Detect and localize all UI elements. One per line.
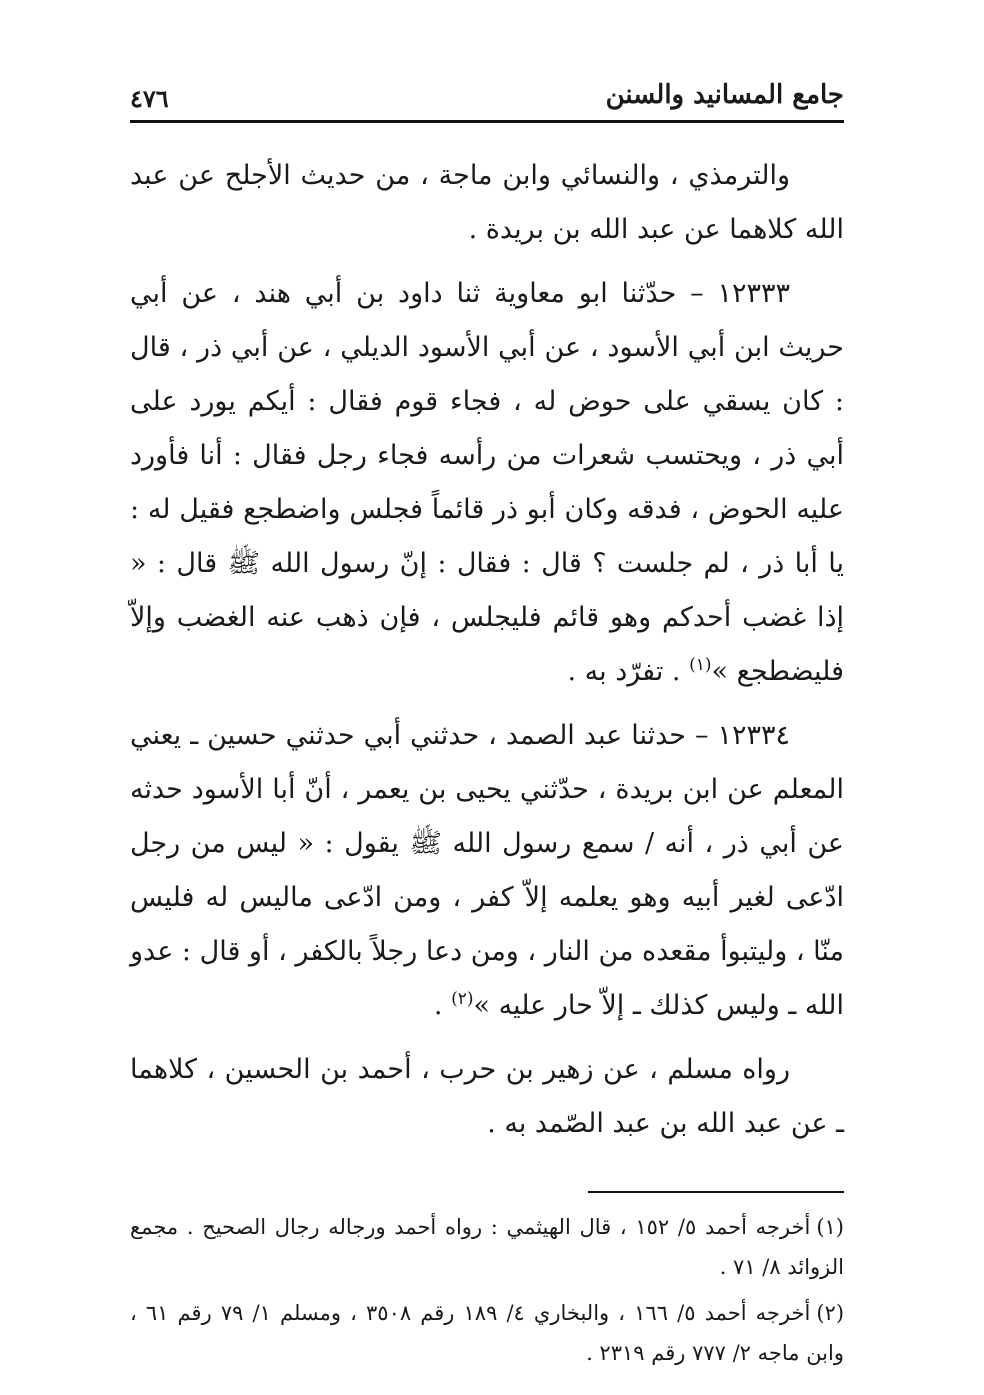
footnote-2-text: أخرجه أحمد ٥/ ١٦٦ ، والبخاري ٤/ ١٨٩ رقم ٣٥٠٨ ، ومسلم ١/ ٧٩ رقم ٦١ ، وابن ماجه ٢/ ٧٧٧ رقم ٢٣١٩ . <box>130 1301 844 1365</box>
hadith-12333-text: ١٢٣٣٣ – حدّثنا ابو معاوية ثنا داود بن أبي هند ، عن أبي حريث ابن أبي الأسود ، عن أبي الأسود الديلي ، عن أبي ذر ، قال : كان يسقي على حوض له ، فجاء قوم فقال : أيكم يورد على أبي ذر ، ويحتسب شعرات من رأسه فجاء رجل فقال : أنا فأورد عليه الحوض ، فدقه وكان أبو ذر قائماً فجلس واضطجع فقيل له : يا أبا ذر ، لم جلست ؟ قال : فقال : إنّ رسول الله ﷺ قال : « إذا غضب أحدكم وهو قائم فليجلس ، فإن ذهب عنه الغضب وإلاّ فليضطجع » <box>130 278 844 687</box>
footnote-ref-1[interactable]: (١) <box>689 655 712 675</box>
hadith-12333-tail: . تفرّد به . <box>567 656 690 687</box>
hadith-12334-tail: . <box>433 990 452 1021</box>
body-text <box>130 149 844 1151</box>
page-header <box>130 60 844 123</box>
hadith-12334 <box>130 709 844 1033</box>
footnotes <box>130 1207 844 1373</box>
footnote-1-label: (١) <box>816 1215 844 1239</box>
footnote-1-text: أخرجه أحمد ٥/ ١٥٢ ، قال الهيثمي : رواه أحمد ورجاله رجال الصحيح . مجمع الزوائد ٨/ ٧١ . <box>130 1215 844 1279</box>
paragraph-1 <box>130 149 844 257</box>
paragraph-4 <box>130 1043 844 1151</box>
footnote-1 <box>130 1207 844 1287</box>
hadith-12333 <box>130 267 844 699</box>
hadith-12334-text: ١٢٣٣٤ – حدثنا عبد الصمد ، حدثني أبي حدثني حسين ـ يعني المعلم عن ابن بريدة ، حدّثني يحيى بن يعمر ، أنّ أبا الأسود حدثه عن أبي ذر ، أنه / سمع رسول الله ﷺ يقول : « ليس من رجل ادّعى لغير أبيه وهو يعلمه إلاّ كفر ، ومن ادّعى ماليس له فليس منّا ، وليتبوأ مقعده من النار ، ومن دعا رجلاً بالكفر ، أو قال : عدو الله ـ وليس كذلك ـ إلاّ حار عليه » <box>130 720 844 1021</box>
book-page <box>130 60 845 1365</box>
paragraph-1-text: والترمذي ، والنسائي وابن ماجة ، من حديث الأجلح عن عبد الله كلاهما عن عبد الله بن بريدة . <box>130 160 844 245</box>
running-title: جامع المسانيد والسنن <box>605 80 844 110</box>
footnote-separator <box>588 1191 844 1193</box>
page-number: ٤٧٦ <box>130 84 169 113</box>
paragraph-4-text: رواه مسلم ، عن زهير بن حرب ، أحمد بن الحسين ، كلاهما ـ عن عبد الله بن عبد الصّمد به . <box>130 1054 844 1139</box>
footnote-2 <box>130 1293 844 1373</box>
footnote-2-label: (٢) <box>816 1301 845 1325</box>
footnote-ref-2[interactable]: (٢) <box>451 989 474 1009</box>
